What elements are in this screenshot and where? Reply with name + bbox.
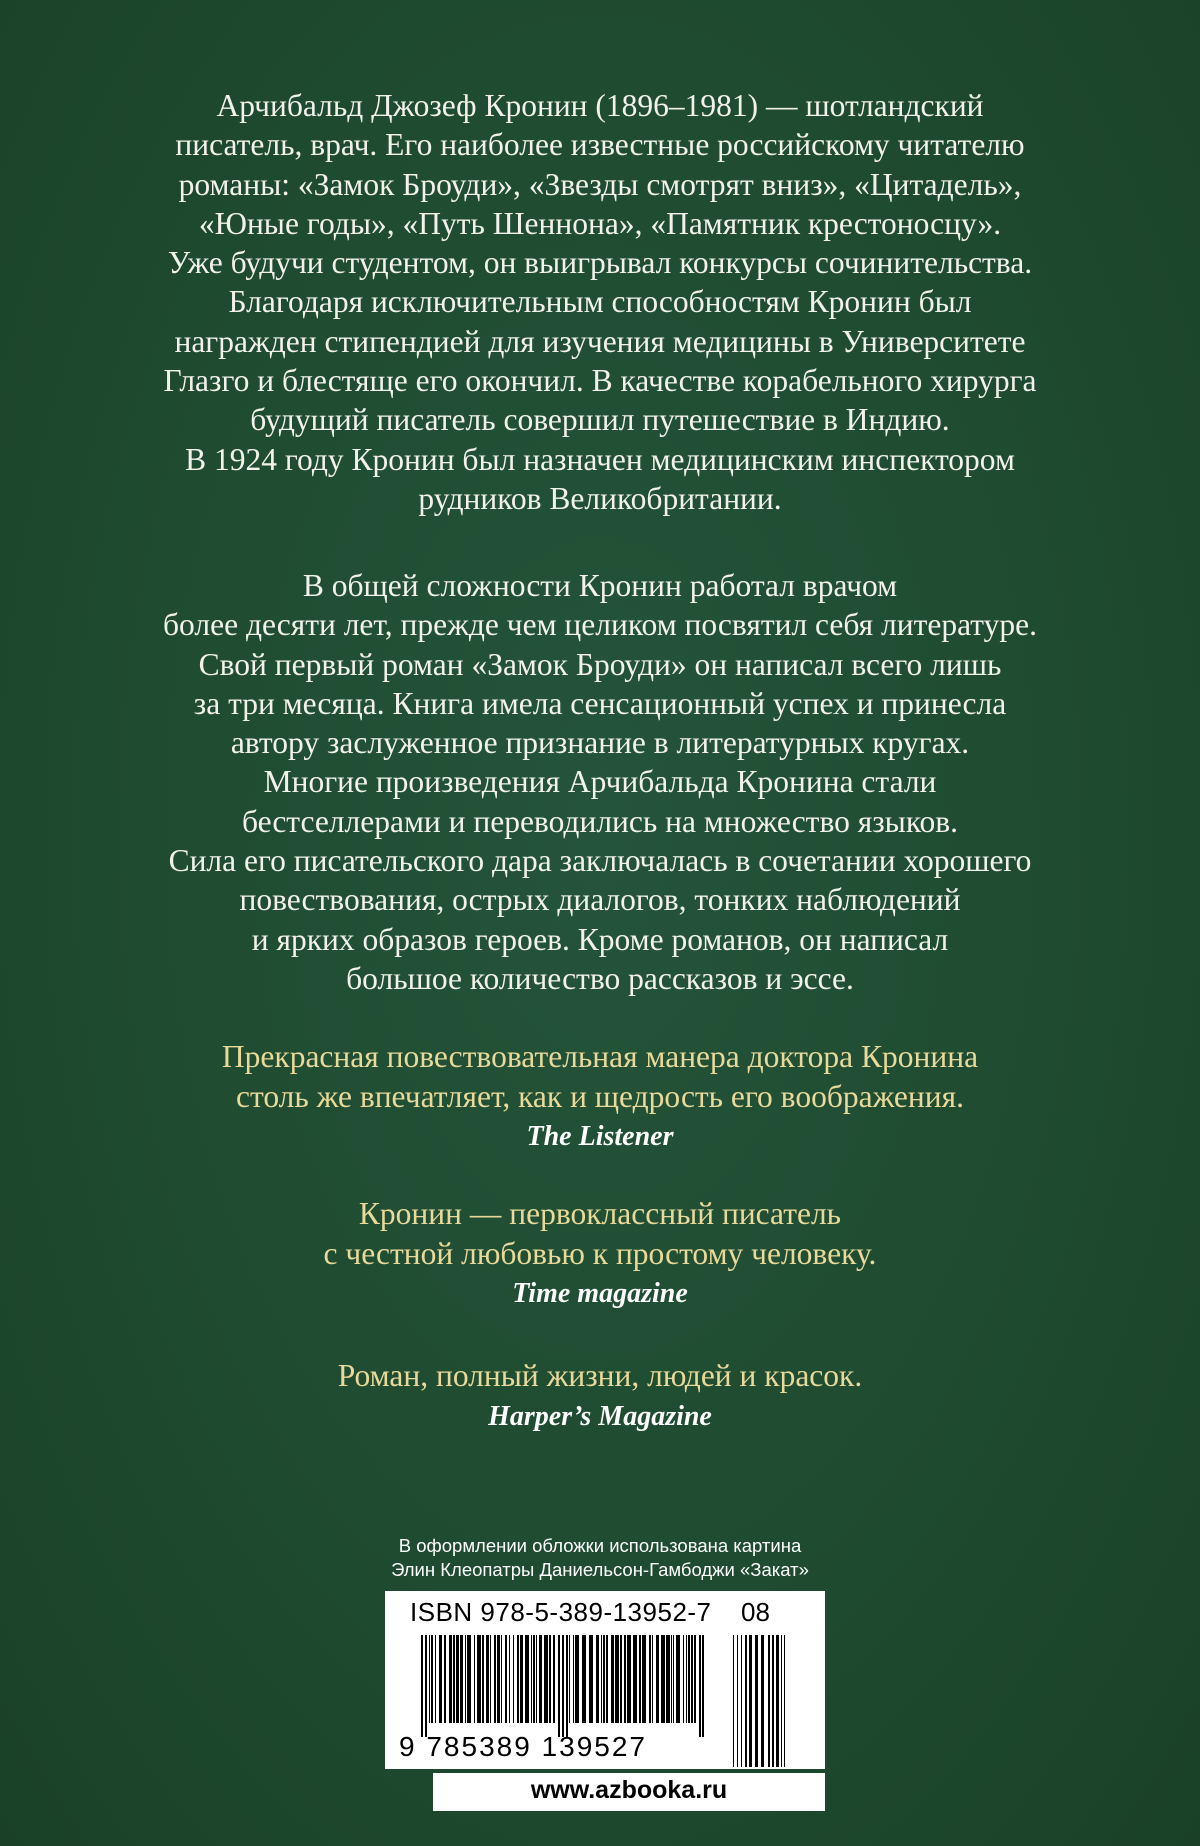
- author-bio-paragraph-2: [0, 566, 1200, 998]
- text-line: В 1924 году Кронин был назначен медицинским инспектором: [185, 441, 1015, 477]
- text-line: награжден стипендией для изучения медицины в Университете: [174, 323, 1026, 359]
- text-line: бестселлерами и переводились на множество языков.: [241, 803, 959, 839]
- text-line: Арчибальд Джозеф Кронин (1896–1981) — шотландский: [216, 88, 984, 123]
- website-text: www.azbooka.ru: [530, 1776, 728, 1804]
- isbn-addon: 08: [741, 1597, 770, 1627]
- publisher-website: [433, 1773, 825, 1811]
- ean-digits: 9 785389 139527: [399, 1731, 647, 1762]
- quote-line: Кронин — первоклассный писатель: [358, 1196, 842, 1231]
- credit-line: В оформлении обложки использована картина: [398, 1535, 802, 1556]
- text-line: «Юные годы», «Путь Шеннона», «Памятник крестоносцу».: [198, 205, 1002, 241]
- quote-line: с честной любовью к простому человеку.: [323, 1235, 877, 1271]
- review-quote-3: [0, 1356, 1200, 1434]
- text-line: писатель, врач. Его наиболее известные российскому читателю: [175, 127, 1025, 163]
- review-quote-2: [0, 1194, 1200, 1311]
- quote-line: Роман, полный жизни, людей и красок.: [337, 1358, 863, 1393]
- text-line: повествования, острых диалогов, тонких наблюдений: [239, 882, 961, 918]
- text-line: автору заслуженное признание в литературных кругах.: [230, 725, 970, 761]
- quote-source: Harper’s Magazine: [488, 1400, 712, 1432]
- isbn-label: ISBN 978-5-389-13952-7: [410, 1597, 712, 1627]
- cover-art-credit: [0, 1534, 1200, 1582]
- text-line: романы: «Замок Броуди», «Звезды смотрят вниз», «Цитадель»,: [178, 166, 1022, 202]
- quote-line: Прекрасная повествовательная манера доктора Кронина: [221, 1039, 979, 1074]
- credit-line: Элин Клеопатры Даниельсон-Гамбоджи «Закат»: [391, 1559, 809, 1580]
- author-bio-paragraph-1: [0, 86, 1200, 518]
- isbn-barcode: [385, 1591, 825, 1769]
- text-line: более десяти лет, прежде чем целиком посвятил себя литературе.: [163, 607, 1037, 643]
- text-line: и ярких образов героев. Кроме романов, он написал: [251, 921, 949, 957]
- text-line: рудников Великобритании.: [418, 480, 782, 516]
- review-quote-1: [0, 1037, 1200, 1154]
- text-line: Уже будучи студентом, он выигрывал конкурсы сочинительства.: [167, 245, 1033, 281]
- text-line: Свой первый роман «Замок Броуди» он написал всего лишь: [198, 646, 1002, 682]
- text-line: В общей сложности Кронин работал врачом: [302, 568, 898, 603]
- text-line: Глазго и блестяще его окончил. В качестве корабельного хирурга: [163, 363, 1037, 399]
- quote-line: столь же впечатляет, как и щедрость его воображения.: [236, 1078, 964, 1114]
- text-line: Сила его писательского дара заключалась в сочетании хорошего: [168, 843, 1032, 879]
- text-line: большое количество рассказов и эссе.: [346, 960, 854, 996]
- text-line: Многие произведения Арчибальда Кронина стали: [263, 764, 937, 800]
- text-line: Благодаря исключительным способностям Кронин был: [228, 284, 972, 320]
- text-line: будущий писатель совершил путешествие в Индию.: [250, 402, 950, 438]
- quote-source: The Listener: [526, 1121, 674, 1152]
- quote-source: Time magazine: [512, 1278, 688, 1309]
- text-line: за три месяца. Книга имела сенсационный успех и принесла: [193, 685, 1007, 721]
